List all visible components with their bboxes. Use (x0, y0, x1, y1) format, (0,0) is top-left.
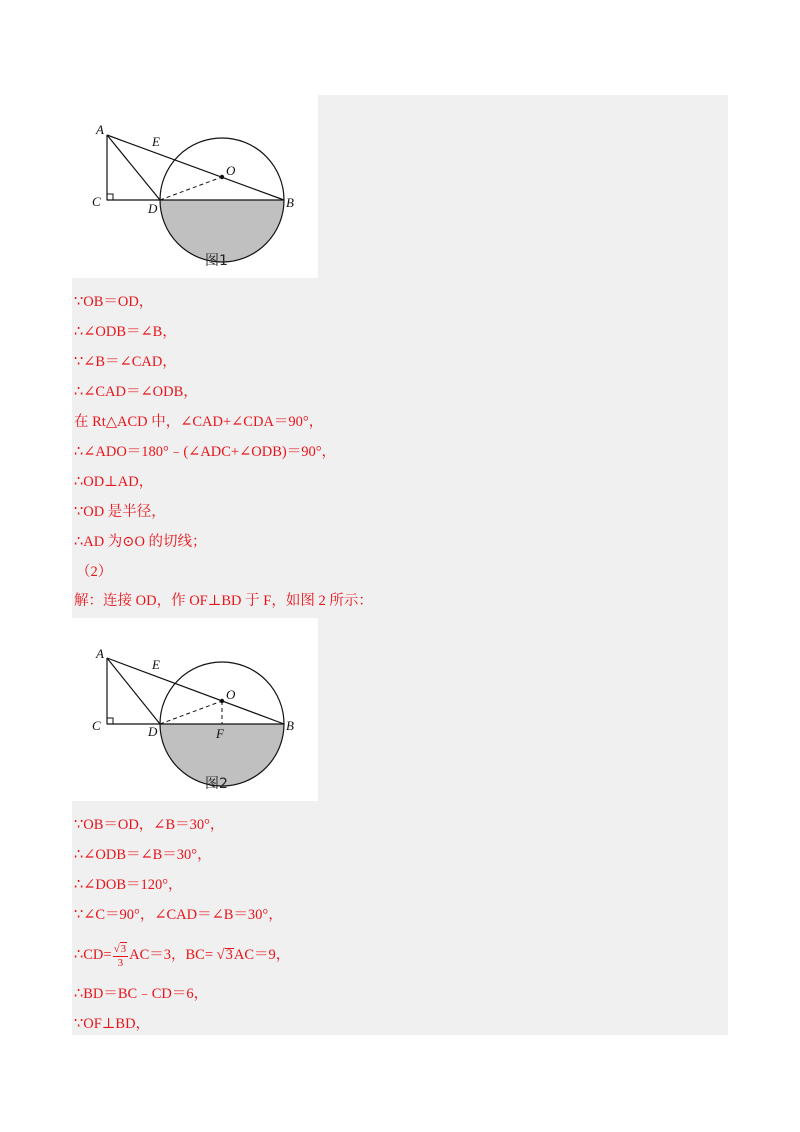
label-c: C (92, 194, 101, 209)
proof1-line-6: ∴∠ADO＝180°﹣(∠ADC+∠ODB)＝90°， (74, 444, 336, 460)
label-e: E (152, 134, 160, 149)
label-o: O (226, 163, 236, 178)
proof1-line-4: ∴∠CAD＝∠ODB， (74, 384, 198, 400)
proof2-line-2: ∴∠ODB＝∠B＝30°， (74, 847, 212, 863)
label-d: D (148, 201, 158, 216)
cd-prefix: ∴CD (74, 947, 104, 963)
bc-suffix: AC＝9， (233, 947, 291, 963)
proof1-line-9: ∴AD 为⊙O 的切线； (74, 534, 207, 550)
figure-1-diagram (72, 95, 318, 278)
equals-sign-2: = (204, 947, 214, 963)
label-a: A (96, 646, 104, 661)
proof1-line-8: ∵OD 是半径， (74, 504, 166, 520)
label-a: A (96, 122, 104, 137)
label-b: B (286, 718, 294, 733)
label-o: O (226, 687, 236, 702)
proof2-line-4: ∵∠C＝90°，∠CAD＝∠B＝30°， (74, 907, 283, 923)
equals-sign-1: = (103, 947, 112, 963)
proof1-line-7: ∴OD⊥AD， (74, 474, 154, 490)
right-angle-mark (107, 718, 113, 724)
label-b: B (286, 195, 294, 210)
center-dot (220, 175, 224, 179)
fraction-numerator: 3 (120, 943, 127, 956)
fraction-root3-over-3: $\frac{√3}{3}$ (113, 943, 127, 970)
figure-2-diagram (72, 618, 318, 801)
segment-od-dashed (160, 177, 222, 200)
proof1-line-2: ∴∠ODB＝∠B， (74, 324, 177, 340)
figure-2 (72, 618, 318, 801)
proof3-line-2: ∵OF⊥BD， (74, 1016, 151, 1032)
segment-od-dashed (160, 701, 222, 724)
right-angle-mark (107, 194, 113, 200)
part-2-intro: 解：连接 OD，作 OF⊥BD 于 F，如图 2 所示： (74, 593, 373, 609)
proof1-line-3: ∵∠B＝∠CAD， (74, 354, 177, 370)
proof2-line-1: ∵OB＝OD，∠B＝30°， (74, 817, 225, 833)
proof1-line-1: ∵OB＝OD， (74, 294, 154, 310)
center-dot (220, 699, 224, 703)
label-c: C (92, 718, 101, 733)
figure-1-caption: 图1 (205, 253, 228, 269)
figure-2-caption: 图2 (205, 776, 228, 792)
part-2-label: （2） (76, 564, 113, 580)
label-d: D (148, 724, 158, 739)
cd-mid-text: AC＝3，BC (129, 947, 205, 963)
figure-1 (72, 95, 318, 278)
label-e: E (152, 657, 160, 672)
label-f: F (216, 726, 224, 741)
proof3-line-1: ∴BD＝BC﹣CD＝6， (74, 986, 209, 1002)
proof2-line-3: ∴∠DOB＝120°， (74, 877, 183, 893)
proof1-line-5: 在 Rt△ACD 中，∠CAD+∠CDA＝90°， (74, 414, 324, 430)
fraction-denominator: 3 (117, 957, 124, 970)
sqrt-value: 3 (225, 947, 233, 963)
cd-bc-line: ∴CD= $\frac{√3}{3}$ AC＝3，BC= √3AC＝9， (74, 943, 291, 970)
